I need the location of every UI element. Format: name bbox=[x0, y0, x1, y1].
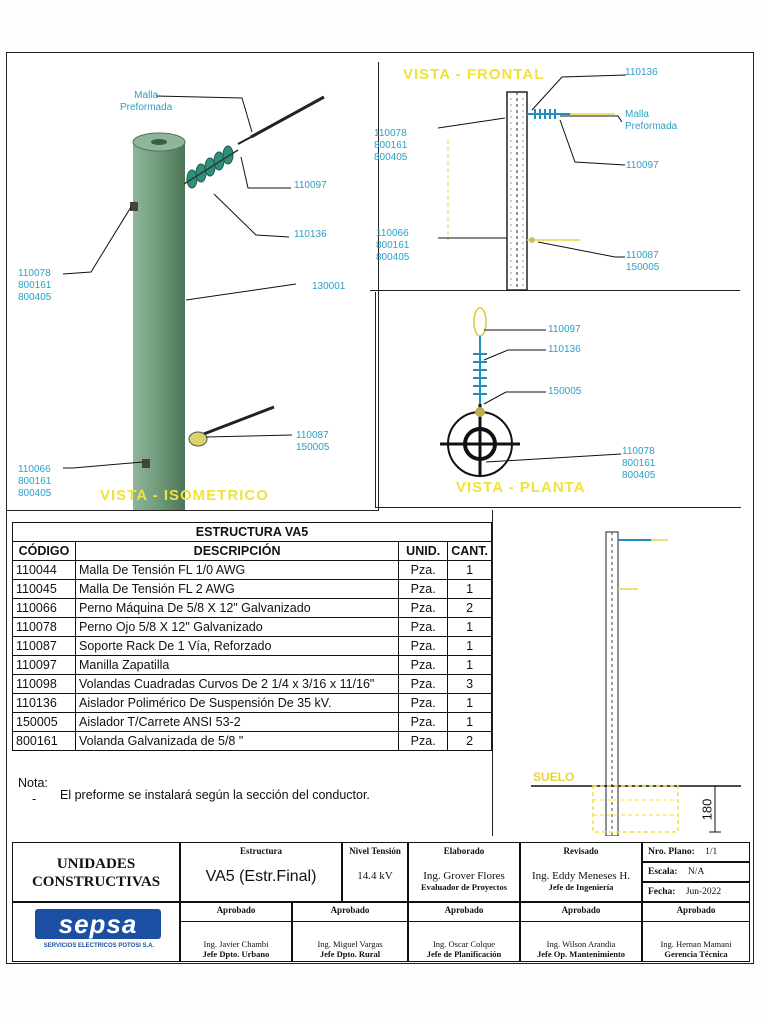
nivel-tension-cell: Nivel Tensión 14.4 kV bbox=[342, 842, 408, 902]
table-row: 800161 Volanda Galvanizada de 5/8 " Pza. 2 bbox=[13, 732, 492, 751]
callout-110097: 110097 bbox=[294, 180, 327, 191]
frontal-view bbox=[370, 62, 740, 291]
callout-150005-planta: 150005 bbox=[548, 386, 582, 397]
table-row: 110098 Volandas Cuadradas Curvos De 2 1/4 x 3/16 x 11/16" Pza. 3 bbox=[13, 675, 492, 694]
approver-4: Aprobado Ing. Wilson Arandia Jefe Op. Mantenimiento bbox=[520, 902, 642, 962]
elevation-drawing bbox=[493, 510, 741, 836]
callout-110078-frontal: 110078 800161 800405 bbox=[374, 128, 408, 163]
table-row: 110066 Perno Máquina De 5/8 X 12" Galvanizado Pza. 2 bbox=[13, 599, 492, 618]
note-text: El preforme se instalará según la sección del conductor. bbox=[60, 788, 370, 802]
isometric-view-title: VISTA - ISOMETRICO bbox=[100, 487, 269, 504]
rack-spool bbox=[189, 432, 207, 446]
table-row: 110078 Perno Ojo 5/8 X 12" Galvanizado Pza. 1 bbox=[13, 618, 492, 637]
approver-5: Aprobado Ing. Hernan Mamani Gerencia Técnica bbox=[642, 902, 750, 962]
header-unidad: UNID. bbox=[399, 542, 448, 561]
callout-110087: 110087 150005 bbox=[296, 430, 330, 453]
ground-label: SUELO bbox=[533, 770, 575, 784]
table-title: ESTRUCTURA VA5 bbox=[13, 523, 492, 542]
callout-malla-frontal: Malla Preformada bbox=[625, 109, 678, 132]
callout-130001: 130001 bbox=[312, 281, 346, 292]
table-row: 110097 Manilla Zapatilla Pza. 1 bbox=[13, 656, 492, 675]
insulator-front bbox=[527, 109, 570, 119]
planta-view-title: VISTA - PLANTA bbox=[456, 479, 586, 496]
table-row: 150005 Aislador T/Carrete ANSI 53-2 Pza. 1 bbox=[13, 713, 492, 732]
approver-1: Aprobado Ing. Javier Chambi Jefe Dpto. Urbano bbox=[180, 902, 292, 962]
callout-110078-planta: 110078 800161 800405 bbox=[622, 446, 656, 481]
callout-110078: 110078 800161 800405 bbox=[18, 268, 52, 303]
callout-110097-frontal: 110097 bbox=[626, 160, 659, 171]
frontal-drawing bbox=[370, 62, 740, 290]
header-descripcion: DESCRIPCIÓN bbox=[76, 542, 399, 561]
logo-cell: sepsa SERVICIOS ELECTRICOS POTOSI S.A. bbox=[12, 902, 180, 962]
elaborado-cell: Elaborado Ing. Grover Flores Evaluador de Proyectos bbox=[408, 842, 520, 902]
table-row: 110087 Soporte Rack De 1 Vía, Reforzado Pza. 1 bbox=[13, 637, 492, 656]
callout-110066-frontal: 110066 800161 800405 bbox=[376, 228, 410, 263]
title-block bbox=[12, 842, 750, 962]
approver-2: Aprobado Ing. Miguel Vargas Jefe Dpto. Rural bbox=[292, 902, 408, 962]
isometric-view bbox=[6, 62, 379, 511]
table-row: 110045 Malla De Tensión FL 2 AWG Pza. 1 bbox=[13, 580, 492, 599]
callout-malla-preformada: Malla Preformada bbox=[120, 90, 173, 113]
callout-110136: 110136 bbox=[294, 229, 327, 240]
callout-110087-frontal: 110087 150005 bbox=[626, 250, 660, 273]
header-cantidad: CANT. bbox=[448, 542, 492, 561]
planta-view bbox=[375, 292, 741, 508]
materials-table bbox=[12, 522, 492, 751]
note-bullet: - bbox=[32, 792, 37, 806]
depth-dimension: 180 bbox=[699, 798, 715, 821]
table-row: 110136 Aislador Polimérico De Suspensión De 35 kV. Pza. 1 bbox=[13, 694, 492, 713]
bolt-upper bbox=[130, 202, 138, 211]
approver-3: Aprobado Ing. Oscar Colque Jefe de Planificación bbox=[408, 902, 520, 962]
callout-110136-planta: 110136 bbox=[548, 344, 581, 355]
conductor-line bbox=[251, 97, 324, 137]
bolt-lower bbox=[142, 459, 150, 468]
table-row: 110044 Malla De Tensión FL 1/0 AWG Pza. 1 bbox=[13, 561, 492, 580]
note-label: Nota: bbox=[18, 776, 48, 790]
header-codigo: CÓDIGO bbox=[13, 542, 76, 561]
unidades-constructivas: UNIDADES CONSTRUCTIVAS bbox=[12, 842, 180, 902]
secondary-line bbox=[196, 407, 274, 437]
materials-table-body bbox=[13, 561, 492, 751]
pole-body bbox=[133, 142, 185, 510]
fecha-cell: Fecha: Jun-2022 bbox=[642, 882, 750, 902]
frontal-view-title: VISTA - FRONTAL bbox=[403, 66, 545, 83]
callout-110097-planta: 110097 bbox=[548, 324, 581, 335]
plano-cell: Nro. Plano: 1/1 bbox=[642, 842, 750, 862]
callout-110136-frontal: 110136 bbox=[625, 67, 658, 78]
callout-110066: 110066 800161 800405 bbox=[18, 464, 52, 499]
estructura-cell: Estructura VA5 (Estr.Final) bbox=[180, 842, 342, 902]
revisado-cell: Revisado Ing. Eddy Meneses H. Jefe de Ingeniería bbox=[520, 842, 642, 902]
elevation-view bbox=[492, 510, 741, 836]
escala-cell: Escala: N/A bbox=[642, 862, 750, 882]
